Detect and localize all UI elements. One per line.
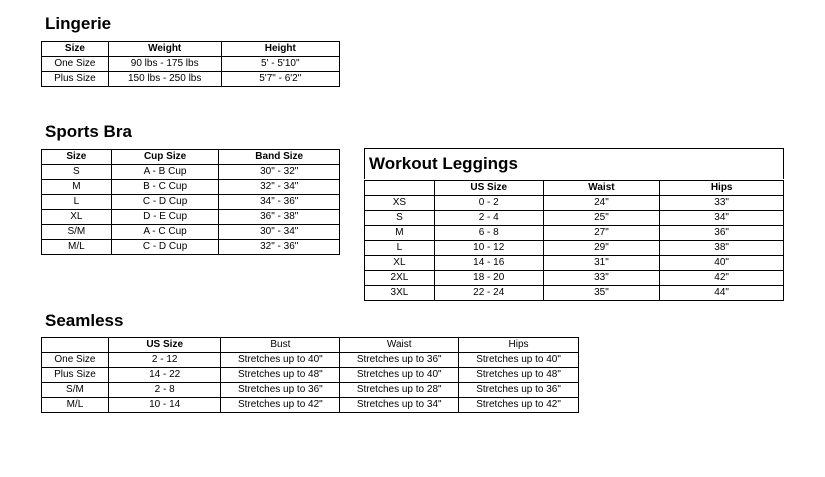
table-cell: 32" - 34"	[219, 180, 340, 195]
column-header: Size	[42, 150, 112, 165]
table-cell: One Size	[42, 57, 109, 72]
table-cell: M	[42, 180, 112, 195]
table-cell: 32" - 36"	[219, 240, 340, 255]
table-cell: L	[42, 195, 112, 210]
table-cell: 3XL	[365, 286, 435, 301]
table-cell: 42"	[660, 271, 784, 286]
lingerie-table	[41, 41, 340, 87]
table-cell: 34" - 36"	[219, 195, 340, 210]
table-row	[42, 72, 340, 87]
table-cell: 18 - 20	[434, 271, 543, 286]
column-header: US Size	[434, 181, 543, 196]
table-cell: 90 lbs - 175 lbs	[108, 57, 221, 72]
sports-bra-table	[41, 149, 340, 255]
table-row	[365, 226, 784, 241]
table-cell: Stretches up to 36"	[459, 383, 579, 398]
table-cell: 44"	[660, 286, 784, 301]
table-cell: 0 - 2	[434, 196, 543, 211]
table-row	[365, 286, 784, 301]
table-cell: 24"	[543, 196, 660, 211]
seamless-title: Seamless	[45, 311, 124, 330]
table-cell: M	[365, 226, 435, 241]
table-row	[42, 225, 340, 240]
table-cell: M/L	[42, 240, 112, 255]
column-header: Size	[42, 42, 109, 57]
table-cell: Stretches up to 48"	[459, 368, 579, 383]
table-header-row	[365, 181, 784, 196]
table-cell: 27"	[543, 226, 660, 241]
column-header	[42, 338, 109, 353]
seamless-table	[41, 337, 579, 413]
column-header: Hips	[660, 181, 784, 196]
table-cell: 5' - 5'10"	[221, 57, 339, 72]
table-row	[42, 398, 579, 413]
table-cell: 33"	[660, 196, 784, 211]
table-cell: XL	[42, 210, 112, 225]
table-cell: Stretches up to 40"	[221, 353, 340, 368]
table-cell: Stretches up to 40"	[459, 353, 579, 368]
table-row	[42, 353, 579, 368]
workout-leggings-table	[364, 180, 784, 301]
table-cell: XS	[365, 196, 435, 211]
table-cell: Plus Size	[42, 72, 109, 87]
table-cell: S	[42, 165, 112, 180]
workout-leggings-title: Workout Leggings	[364, 148, 784, 179]
table-cell: 150 lbs - 250 lbs	[108, 72, 221, 87]
table-row	[365, 196, 784, 211]
table-cell: 5'7" - 6'2"	[221, 72, 339, 87]
column-header: Cup Size	[111, 150, 219, 165]
table-cell: 10 - 12	[434, 241, 543, 256]
table-cell: Stretches up to 48"	[221, 368, 340, 383]
table-cell: C - D Cup	[111, 240, 219, 255]
table-cell: 31"	[543, 256, 660, 271]
column-header: Waist	[543, 181, 660, 196]
table-cell: L	[365, 241, 435, 256]
column-header: Weight	[108, 42, 221, 57]
column-header: US Size	[108, 338, 221, 353]
table-cell: Stretches up to 36"	[221, 383, 340, 398]
table-cell: One Size	[42, 353, 109, 368]
table-cell: 30" - 34"	[219, 225, 340, 240]
table-row	[42, 210, 340, 225]
table-header-row	[42, 150, 340, 165]
column-header: Height	[221, 42, 339, 57]
table-cell: S	[365, 211, 435, 226]
table-header-row	[42, 42, 340, 57]
table-cell: Stretches up to 40"	[340, 368, 459, 383]
table-cell: 36"	[660, 226, 784, 241]
table-cell: 10 - 14	[108, 398, 221, 413]
table-row	[365, 271, 784, 286]
table-header-row	[42, 338, 579, 353]
column-header: Hips	[459, 338, 579, 353]
table-cell: 33"	[543, 271, 660, 286]
table-row	[365, 256, 784, 271]
lingerie-title: Lingerie	[45, 14, 112, 33]
table-cell: A - C Cup	[111, 225, 219, 240]
table-row	[42, 368, 579, 383]
table-cell: 22 - 24	[434, 286, 543, 301]
table-cell: Stretches up to 28"	[340, 383, 459, 398]
table-row	[42, 195, 340, 210]
table-cell: S/M	[42, 383, 109, 398]
table-cell: Stretches up to 36"	[340, 353, 459, 368]
table-cell: A - B Cup	[111, 165, 219, 180]
table-row	[42, 180, 340, 195]
table-cell: 2 - 12	[108, 353, 221, 368]
column-header	[365, 181, 435, 196]
table-row	[42, 57, 340, 72]
table-cell: 2 - 4	[434, 211, 543, 226]
table-cell: 30" - 32"	[219, 165, 340, 180]
table-cell: 38"	[660, 241, 784, 256]
table-cell: 40"	[660, 256, 784, 271]
table-row	[42, 165, 340, 180]
column-header: Waist	[340, 338, 459, 353]
column-header: Bust	[221, 338, 340, 353]
table-row	[42, 383, 579, 398]
table-cell: Stretches up to 42"	[221, 398, 340, 413]
sports-bra-title: Sports Bra	[45, 122, 132, 141]
table-cell: 34"	[660, 211, 784, 226]
table-cell: 25"	[543, 211, 660, 226]
table-cell: 2 - 8	[108, 383, 221, 398]
table-cell: 2XL	[365, 271, 435, 286]
table-row	[365, 211, 784, 226]
table-cell: M/L	[42, 398, 109, 413]
table-cell: S/M	[42, 225, 112, 240]
table-row	[365, 241, 784, 256]
table-cell: XL	[365, 256, 435, 271]
column-header: Band Size	[219, 150, 340, 165]
table-cell: 36" - 38"	[219, 210, 340, 225]
table-cell: Stretches up to 34"	[340, 398, 459, 413]
table-cell: 14 - 22	[108, 368, 221, 383]
table-cell: Stretches up to 42"	[459, 398, 579, 413]
table-cell: 35"	[543, 286, 660, 301]
table-cell: Plus Size	[42, 368, 109, 383]
table-cell: D - E Cup	[111, 210, 219, 225]
table-cell: B - C Cup	[111, 180, 219, 195]
table-cell: 6 - 8	[434, 226, 543, 241]
table-cell: 29"	[543, 241, 660, 256]
table-row	[42, 240, 340, 255]
table-cell: C - D Cup	[111, 195, 219, 210]
table-cell: 14 - 16	[434, 256, 543, 271]
